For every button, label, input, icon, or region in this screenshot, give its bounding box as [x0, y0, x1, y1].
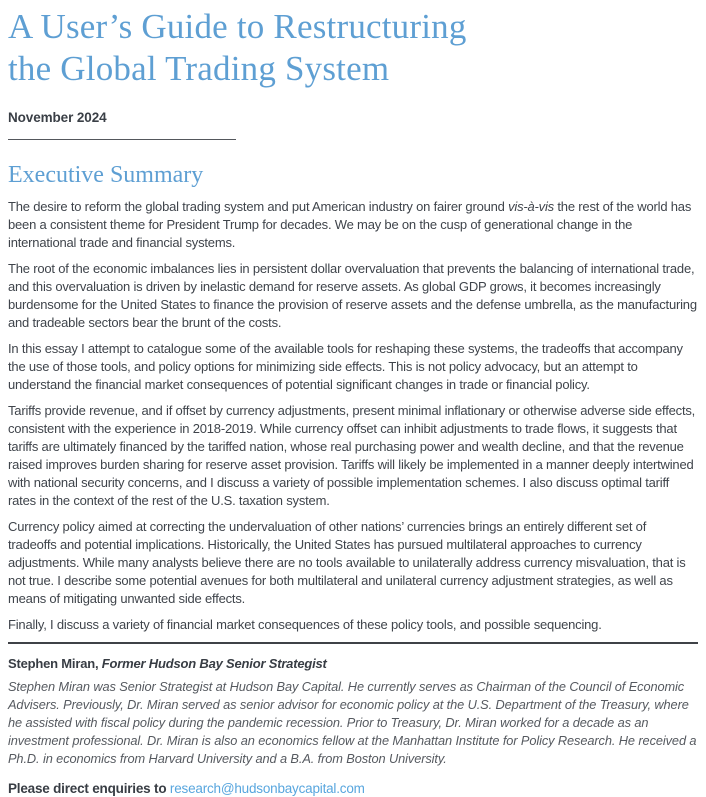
document-title — [8, 6, 698, 90]
publication-date: November 2024 — [8, 110, 107, 125]
paragraph-1-italic-phrase: vis-à-vis — [508, 199, 554, 214]
author-line — [8, 656, 698, 671]
title-line-2: the Global Trading System — [8, 49, 390, 88]
title-line-1: A User’s Guide to Restructuring — [8, 7, 467, 46]
summary-paragraph-5: Currency policy aimed at correcting the undervaluation of other nations’ currencies brings an entirely different set of tradeoffs and potential implications. Historically, the United States has pursued multilateral approaches to currency adjustments. While many analysts believe there are no tools available to unilaterally address currency misvaluation, that is not true. I describe some potential avenues for both multilateral and unilateral currency adjustment strategies, as well as means of mitigating unwanted side effects. — [8, 519, 686, 606]
executive-summary-heading: Executive Summary — [8, 162, 204, 188]
author-role: Former Hudson Bay Senior Strategist — [101, 656, 327, 671]
summary-paragraph-2: The root of the economic imbalances lies in persistent dollar overvaluation that prevents the balancing of international trade, and this overvaluation is driven by inelastic demand for reserve assets. As global GDP grows, it becomes increasingly burdensome for the United States to finance the provision of reserve assets and the defense umbrella, as the manufacturing and tradeable sectors bear the brunt of the costs. — [8, 261, 697, 330]
summary-paragraph-1 — [8, 198, 698, 252]
footer-divider — [8, 642, 698, 644]
author-name: Stephen Miran, — [8, 656, 102, 671]
contact-line — [8, 781, 698, 796]
executive-summary-body — [8, 198, 698, 634]
summary-paragraph-3: In this essay I attempt to catalogue some of the available tools for reshaping these systems, the tradeoffs that accompany the use of those tools, and policy options for minimizing side effects. This is not policy advocacy, but an attempt to understand the financial market consequences of potential significant changes in trade or financial policy. — [8, 341, 683, 392]
date-divider — [8, 139, 236, 140]
paragraph-1-text-pre: The desire to reform the global trading system and put American industry on fairer ground — [8, 199, 509, 214]
email-link[interactable]: research@hudsonbaycapital.com — [169, 781, 365, 796]
contact-label: Please direct enquiries to — [8, 781, 170, 796]
summary-paragraph-4: Tariffs provide revenue, and if offset by currency adjustments, present minimal inflationary or otherwise adverse side effects, consistent with the experience in 2018-2019. While currency offset can inhibit adjustments to trade flows, it suggests that tariffs are ultimately financed by the tariffed nation, whose real purchasing power and wealth decline, and that the revenue raised improves burden sharing for reserve asset provision. Tariffs will likely be implemented in a manner deeply intertwined with national security concerns, and I discuss a variety of possible implementation schemes. I also discuss optimal tariff rates in the context of the rest of the U.S. taxation system. — [8, 403, 696, 508]
summary-paragraph-6: Finally, I discuss a variety of financial market consequences of these policy tools, and possible sequencing. — [8, 617, 602, 632]
paragraph-1-text-post: the rest of the world has been a consistent theme for President Trump for decades. We may be on the cusp of generational change in the international trade and financial systems. — [8, 199, 692, 250]
author-bio: Stephen Miran was Senior Strategist at Hudson Bay Capital. He currently serves as Chairman of the Council of Economic Advisers. Previously, Dr. Miran served as senior advisor for economic policy at the U.S. Department of the Treasury, where he assisted with fiscal policy during the pandemic recession. Prior to Treasury, Dr. Miran worked for a decade as an investment professional. Dr. Miran is also an economics fellow at the Manhattan Institute for Policy Research. He received a Ph.D. in economics from Harvard University and a B.A. from Boston University. — [8, 679, 697, 766]
